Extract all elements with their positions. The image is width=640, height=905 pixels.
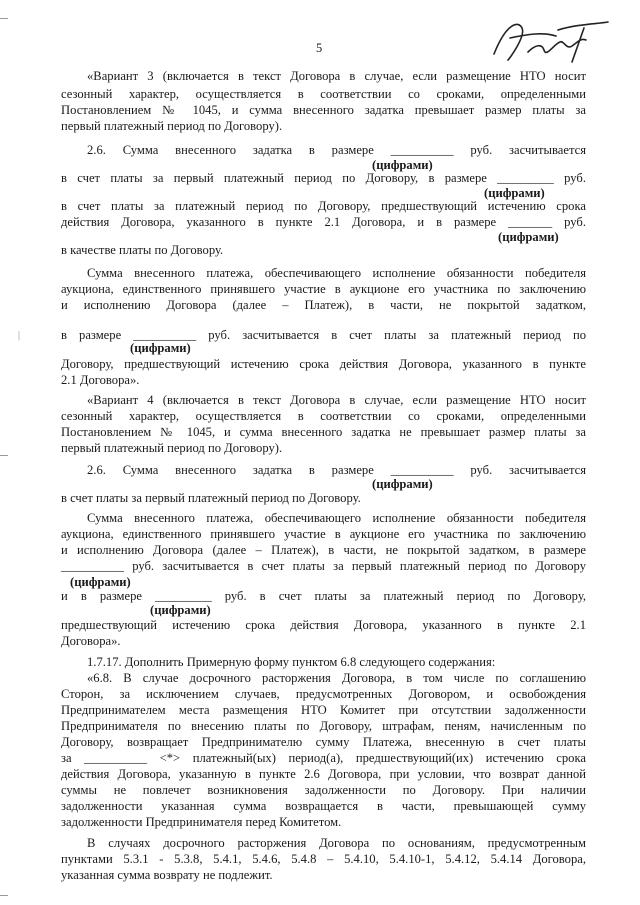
margin-mark bbox=[0, 18, 8, 19]
text-line: и в размере _________ руб. в счет платы за платежный период по Договору, bbox=[61, 589, 586, 603]
digits-label: (цифрами) bbox=[150, 603, 211, 617]
text-line: Постановлением № 1045, и сумма внесенного задатка не превышает размер платы за bbox=[61, 425, 586, 439]
digits-label: (цифрами) bbox=[70, 575, 131, 589]
text-line: действия Договора, указанного в пункте 2.1 Договора, и в размере _______ руб. bbox=[61, 215, 586, 229]
text-line: __________ руб. засчитывается в счет платы за первый платежный период по Договору bbox=[61, 559, 586, 573]
text-line: и исполнению Договора (далее – Платеж), в части, не покрытой задатком, bbox=[61, 298, 586, 312]
text-line: Договору, возвращает Предпринимателю сумму Платежа, внесенную в счет платы bbox=[61, 735, 586, 749]
signature-image bbox=[488, 14, 613, 66]
text-line: Предпринимателя по внесению платы по Договору, штрафам, пеням, начисленным по bbox=[61, 719, 586, 733]
text-line: первый платежный период по Договору). bbox=[61, 119, 283, 133]
text-line: 2.6. Сумма внесенного задатка в размере __________ руб. засчитывается bbox=[87, 143, 586, 157]
text-line: В случаях досрочного расторжения Договора по основаниям, предусмотренным bbox=[87, 836, 586, 850]
text-line: указанная сумма возврату не подлежит. bbox=[61, 868, 273, 882]
text-line: «Вариант 4 (включается в текст Договора в случае, если размещение НТО носит bbox=[87, 393, 586, 407]
digits-label: (цифрами) bbox=[372, 477, 433, 491]
digits-label: (цифрами) bbox=[130, 341, 191, 355]
digits-label: (цифрами) bbox=[484, 186, 545, 200]
text-line: и исполнению Договора (далее – Платеж), в части, не покрытой задатком, в размере bbox=[61, 543, 586, 557]
text-line: Сторон, за исключением случаев, предусмотренных Договором, и освобождения bbox=[61, 687, 586, 701]
page-number: 5 bbox=[316, 41, 323, 55]
text-line: Сумма внесенного платежа, обеспечивающего исполнение обязанности победителя bbox=[87, 511, 586, 525]
text-line: за __________ <*> платежный(ых) период(а), предшествующий(их) истечению срока bbox=[61, 751, 586, 765]
margin-mark bbox=[0, 455, 8, 456]
text-line: Договора». bbox=[61, 634, 121, 648]
digits-label: (цифрами) bbox=[498, 230, 559, 244]
text-line: Договору, предшествующий истечению срока действия Договора, указанного в пункте bbox=[61, 357, 586, 371]
text-line: сезонный характер, осуществляется в соответствии со сроками, определенными bbox=[61, 409, 586, 423]
text-line: Предпринимателем места размещения НТО Комитет при отсутствии задолженности bbox=[61, 703, 586, 717]
margin-mark bbox=[0, 895, 8, 896]
text-line: 1.7.17. Дополнить Примерную форму пунктом 6.8 следующего содержания: bbox=[87, 655, 496, 669]
text-line: в счет платы за первый платежный период по Договору. bbox=[61, 491, 361, 505]
text-line: Постановлением № 1045, и сумма внесенного задатка превышает размер платы за bbox=[61, 103, 586, 117]
text-line: в счет платы за первый платежный период по Договору, в размере _________ руб. bbox=[61, 171, 586, 185]
text-line: в размере __________ руб. засчитывается в счет платы за платежный период по bbox=[61, 328, 586, 342]
digits-label: (цифрами) bbox=[372, 158, 433, 172]
text-line: «6.8. В случае досрочного расторжения Договора, в том числе по соглашению bbox=[87, 671, 586, 685]
text-line: задолженности указанная сумма возвращается в части, превышающей сумму bbox=[61, 799, 586, 813]
text-line: пунктами 5.3.1 - 5.3.8, 5.4.1, 5.4.6, 5.4.8 – 5.4.10, 5.4.10-1, 5.4.12, 5.4.14 Договора, bbox=[61, 852, 586, 866]
text-line: задолженности Предпринимателя перед Комитетом. bbox=[61, 815, 342, 829]
text-line: в счет платы за платежный период по Договору, предшествующий истечению срока bbox=[61, 199, 586, 213]
text-line: аукциона, единственного принявшего участие в аукционе его участника по заключению bbox=[61, 527, 586, 541]
text-line: предшествующий истечению срока действия Договора, указанного в пункте 2.1 bbox=[61, 618, 586, 632]
text-line: 2.6. Сумма внесенного задатка в размере __________ руб. засчитывается bbox=[87, 463, 586, 477]
text-line: сезонный характер, осуществляется в соответствии со сроками, определенными bbox=[61, 87, 586, 101]
text-line: 2.1 Договора». bbox=[61, 373, 140, 387]
text-line: Сумма внесенного платежа, обеспечивающего исполнение обязанности победителя bbox=[87, 266, 586, 280]
text-line: аукциона, единственного принявшего участие в аукционе его участника по заключению bbox=[61, 282, 586, 296]
margin-tick: | bbox=[18, 330, 21, 341]
text-line: действия Договора, указанную в пункте 2.6 Договора, при условии, что возврат данной bbox=[61, 767, 586, 781]
text-line: первый платежный период по Договору). bbox=[61, 441, 283, 455]
text-line: суммы не повлечет возникновения задолженности по Договору. При наличии bbox=[61, 783, 586, 797]
text-line: «Вариант 3 (включается в текст Договора в случае, если размещение НТО носит bbox=[87, 69, 586, 83]
text-line: в качестве платы по Договору. bbox=[61, 243, 224, 257]
